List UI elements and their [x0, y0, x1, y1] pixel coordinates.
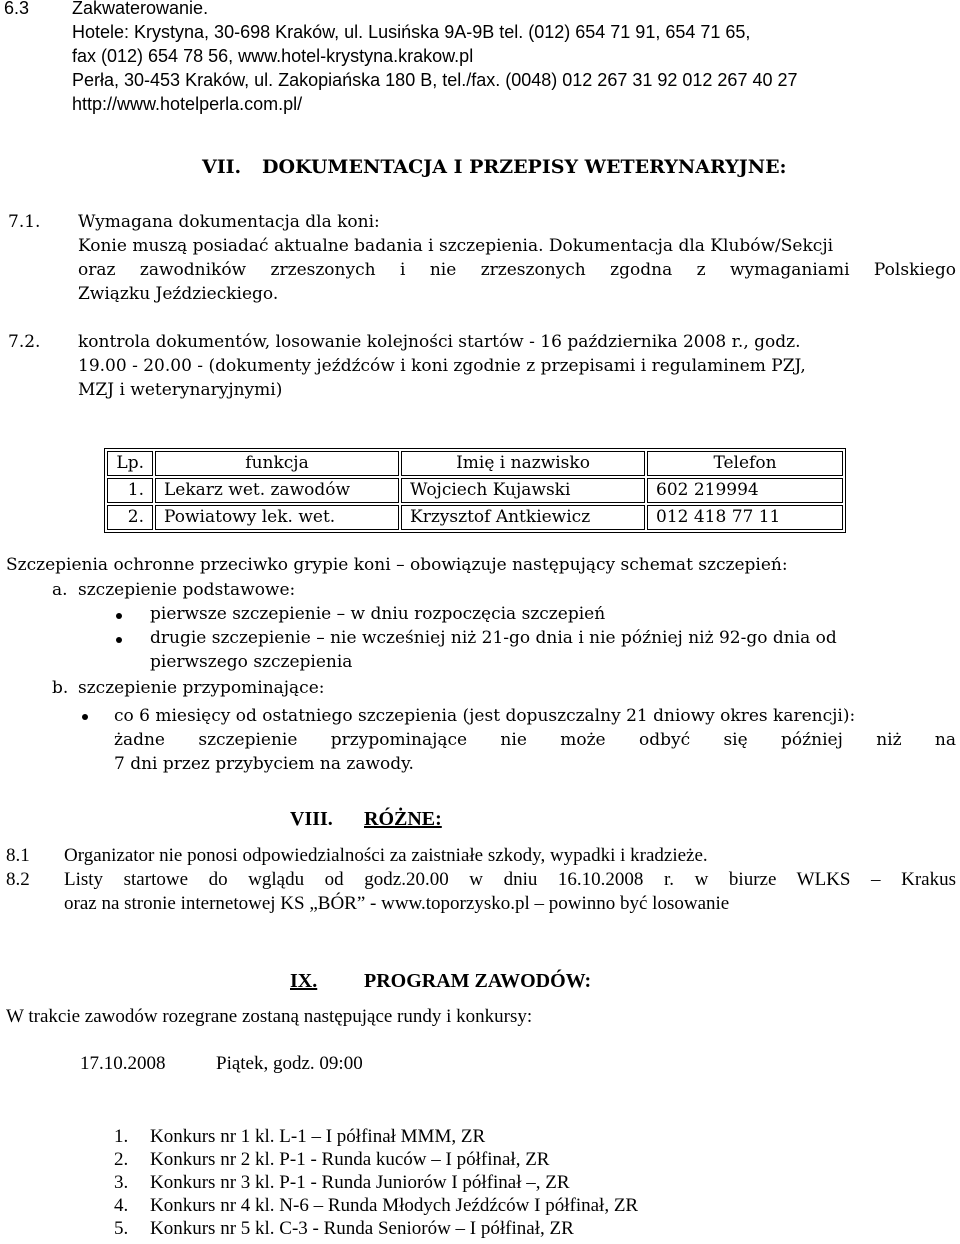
- hotel-line: Hotele: Krystyna, 30-698 Kraków, ul. Lusińska 9A-9B tel. (012) 654 71 91, 654 71 65,: [72, 22, 751, 42]
- list-item: drugie szczepienie – nie wcześniej niż 21-go dnia i nie później niż 92-go dnia od: [150, 628, 837, 648]
- paragraph-line: kontrola dokumentów, losowanie kolejności startów - 16 października 2008 r., godz.: [78, 332, 801, 352]
- staff-table: [104, 448, 846, 533]
- list-item: co 6 miesięcy od ostatniego szczepienia (jest dopuszczalny 21 dniowy okres karencji):: [114, 706, 856, 726]
- item-title: Wymagana dokumentacja dla koni:: [78, 212, 380, 232]
- list-marker: a.: [52, 580, 68, 600]
- list-number: 5.: [114, 1218, 129, 1239]
- paragraph-line: Organizator nie ponosi odpowiedzialności za zaistniałe szkody, wypadki i kradzieże.: [64, 845, 708, 866]
- hotel-line: fax (012) 654 78 56, www.hotel-krystyna.krakow.pl: [72, 46, 474, 66]
- list-marker: b.: [52, 678, 69, 698]
- section-roman: IX.: [290, 970, 318, 992]
- table-cell: Wojciech Kujawski: [401, 478, 645, 503]
- list-item: pierwsze szczepienie – w dniu rozpoczęcia szczepień: [150, 604, 606, 624]
- header-cell: Telefon: [647, 451, 843, 476]
- list-item: Konkurs nr 3 kl. P-1 - Runda Juniorów I półfinał –, ZR: [150, 1172, 570, 1193]
- table-cell: 602 219994: [647, 478, 843, 503]
- item-number: 8.2: [6, 869, 30, 890]
- table-cell: 012 418 77 11: [647, 505, 843, 530]
- item-number: 8.1: [6, 845, 30, 866]
- item-number: 7.2.: [8, 332, 41, 352]
- bullet-icon: [116, 637, 122, 643]
- list-title: szczepienie przypominające:: [78, 678, 325, 698]
- paragraph-line: 19.00 - 20.00 - (dokumenty jeźdźców i koni zgodnie z przepisami i regulaminem PZJ,: [78, 356, 806, 376]
- section-roman: VII.: [202, 156, 242, 178]
- list-number: 2.: [114, 1149, 129, 1170]
- hotel-line: Perła, 30-453 Kraków, ul. Zakopiańska 180 B, tel./fax. (0048) 012 267 31 92 012 267 40 27: [72, 70, 798, 90]
- paragraph-line: W trakcie zawodów rozegrane zostaną następujące rundy i konkursy:: [6, 1006, 533, 1027]
- list-item: żadne szczepienie przypominające nie może odbyć się później niż na: [114, 730, 956, 750]
- table-cell: 2.: [107, 505, 153, 530]
- paragraph-line: oraz na stronie internetowej KS „BÓR” - www.toporzysko.pl – powinno być losowanie: [64, 893, 730, 914]
- paragraph-line: Szczepienia ochronne przeciwko grypie koni – obowiązuje następujący schemat szczepień:: [6, 555, 788, 575]
- paragraph-line: MZJ i weterynaryjnymi): [78, 380, 283, 400]
- paragraph-line: Konie muszą posiadać aktualne badania i szczepienia. Dokumentacja dla Klubów/Sekcji: [78, 236, 834, 256]
- header-cell: funkcja: [155, 451, 399, 476]
- bullet-icon: [82, 714, 88, 720]
- section-title: Zakwaterowanie.: [72, 0, 209, 18]
- header-cell: Imię i nazwisko: [401, 451, 645, 476]
- section-number: 6.3: [4, 0, 30, 18]
- list-item: 7 dni przez przybyciem na zawody.: [114, 754, 414, 774]
- paragraph-line: Związku Jeździeckiego.: [78, 284, 279, 304]
- table-cell: Krzysztof Antkiewicz: [401, 505, 645, 530]
- table-header-row: [107, 451, 843, 476]
- paragraph-line: Listy startowe do wglądu od godz.20.00 w dniu 16.10.2008 r. w biurze WLKS – Krakus: [64, 869, 956, 890]
- list-item: Konkurs nr 4 kl. N-6 – Runda Młodych Jeźdźców I półfinał, ZR: [150, 1195, 639, 1216]
- list-number: 4.: [114, 1195, 129, 1216]
- hotel-link[interactable]: http://www.hotelperla.com.pl/: [72, 94, 303, 114]
- header-cell: Lp.: [107, 451, 153, 476]
- table-row: [107, 505, 843, 530]
- section-heading: DOKUMENTACJA I PRZEPISY WETERYNARYJNE:: [262, 156, 787, 178]
- day-label: Piątek, godz. 09:00: [216, 1053, 363, 1074]
- list-item: Konkurs nr 2 kl. P-1 - Runda kuców – I półfinał, ZR: [150, 1149, 550, 1170]
- bullet-icon: [116, 613, 122, 619]
- table-cell: Powiatowy lek. wet.: [155, 505, 399, 530]
- list-item: Konkurs nr 1 kl. L-1 – I półfinał MMM, ZR: [150, 1126, 486, 1147]
- section-heading: PROGRAM ZAWODÓW:: [364, 970, 592, 992]
- day-date: 17.10.2008: [80, 1053, 166, 1074]
- section-roman: VIII.: [290, 808, 333, 830]
- table-cell: Lekarz wet. zawodów: [155, 478, 399, 503]
- list-title: szczepienie podstawowe:: [78, 580, 296, 600]
- section-heading: RÓŻNE:: [364, 808, 442, 830]
- table-cell: 1.: [107, 478, 153, 503]
- list-number: 3.: [114, 1172, 129, 1193]
- list-item: pierwszego szczepienia: [150, 652, 353, 672]
- paragraph-line: oraz zawodników zrzeszonych i nie zrzeszonych zgodna z wymaganiami Polskiego: [78, 260, 956, 280]
- list-number: 1.: [114, 1126, 129, 1147]
- list-item: Konkurs nr 5 kl. C-3 - Runda Seniorów – I półfinał, ZR: [150, 1218, 574, 1239]
- table-row: [107, 478, 843, 503]
- item-number: 7.1.: [8, 212, 41, 232]
